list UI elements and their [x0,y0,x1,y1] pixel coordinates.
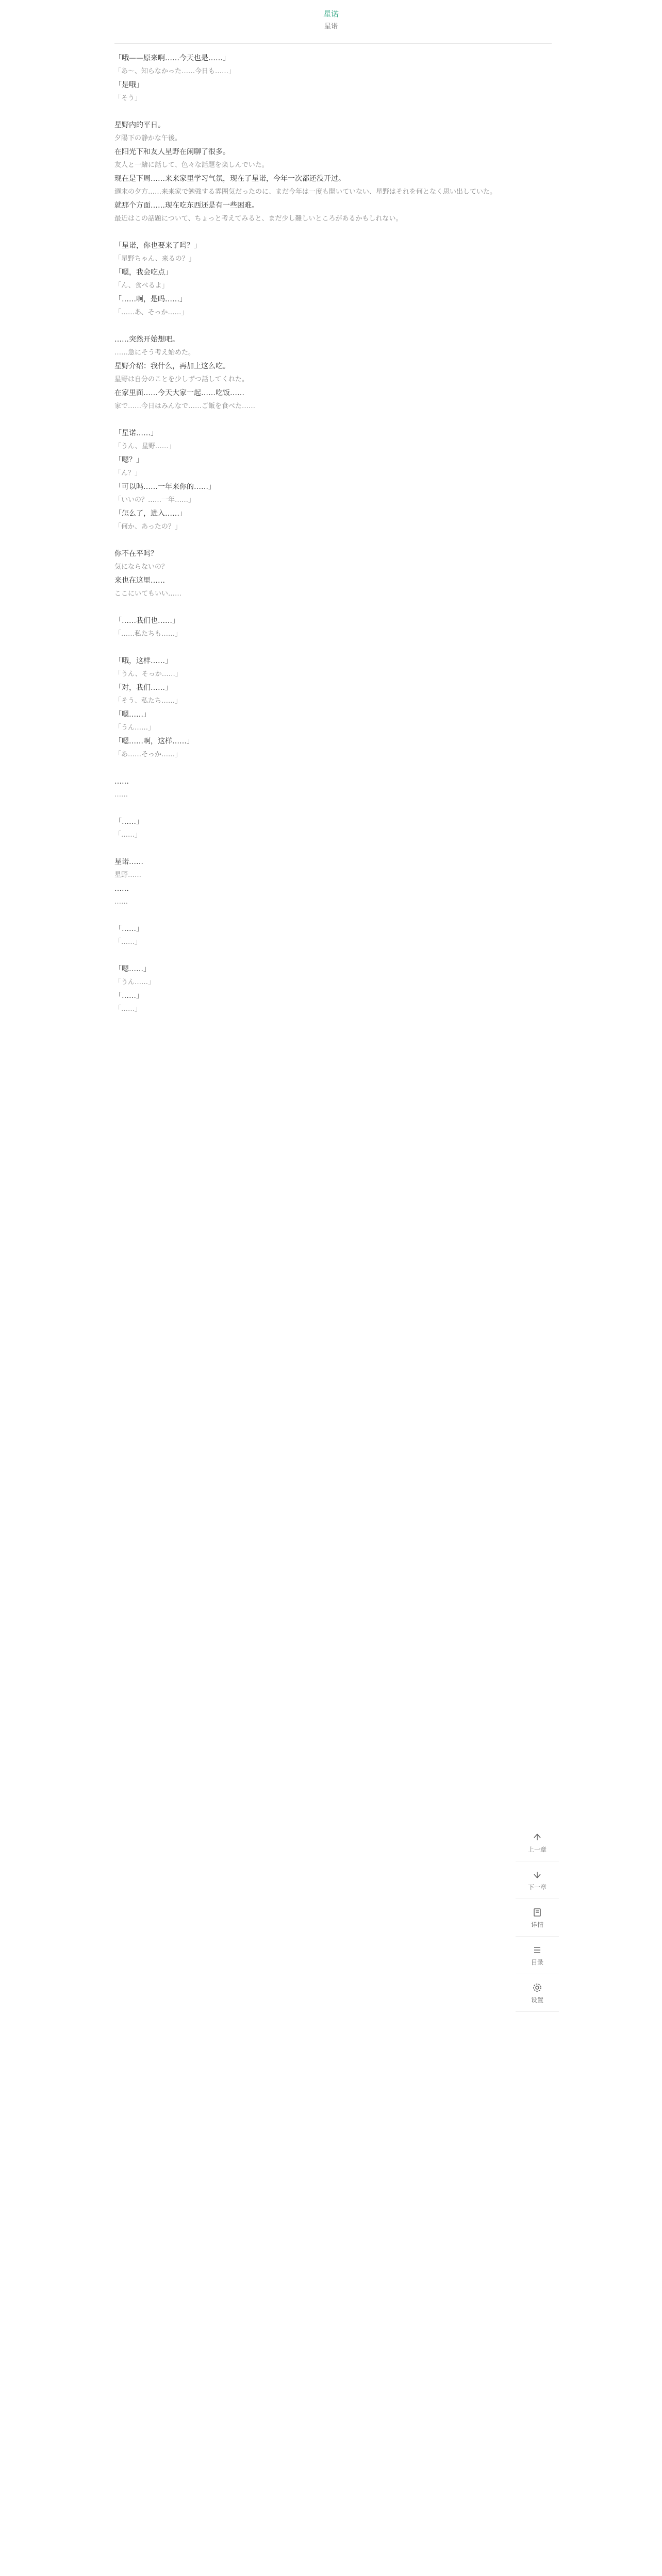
paragraph-zh: 星野内的平日。 [114,121,165,129]
paragraph-zh: 「嗯……」 [114,965,151,973]
paragraph-zh: 在家里面……今天大家一起……吃饭…… [114,389,244,397]
paragraph-ja: 「……」 [114,938,142,946]
toolbar-item-label: 设置 [531,1996,543,2004]
paragraph-zh: 「是哦」 [114,81,143,89]
paragraph-zh: ……突然开始想吧。 [114,335,179,344]
paragraph-zh: 「怎么了，进入……」 [114,510,187,518]
toolbar-item-book[interactable] [516,1899,559,1937]
paragraph-ja: 夕陽下の静かな午後。 [114,134,182,142]
paragraph-zh: 现在是下周……来来家里学习气氛，现在了星诺，今年一次都还没开过。 [114,175,345,183]
paragraph-ja: 「うん、そっか……」 [114,670,182,678]
header-divider [114,43,552,44]
paragraph-zh: 就那个方面……现在吃东西还是有一些困难。 [114,201,259,210]
toolbar-item-arrow-up[interactable] [516,1824,559,1861]
blank-line [114,761,552,775]
paragraph-zh: …… [114,777,129,786]
paragraph-ja: 「ん？」 [114,469,142,477]
paragraph-zh: 「……」 [114,925,143,933]
paragraph-zh: 星野介绍：我什么，再加上这么吃。 [114,362,230,370]
toolbar-item-label: 下一章 [527,1883,547,1891]
paragraph-ja: 「うん……」 [114,978,155,986]
blank-line [114,105,552,118]
blank-line [114,319,552,333]
chapter-header [0,0,662,43]
blank-line [114,949,552,962]
paragraph-ja: 「ん、食べるよ」 [114,282,169,290]
paragraph-ja: 「……私たちも……」 [114,630,182,638]
toolbar-item-list[interactable] [516,1937,559,1974]
paragraph-zh: …… [114,885,129,893]
paragraph-ja: 週末の夕方……来来家で勉強する雰囲気だったのに、まだ今年は一度も開いていない、星野はそれを何となく思い出していた。 [114,188,497,196]
paragraph-zh: 「哦，这样……」 [114,657,172,665]
toolbar-item-label: 详情 [531,1921,543,1928]
paragraph-zh: 「可以吗……一年来你的……」 [114,483,216,491]
paragraph-ja: ここにいてもいい…… [114,590,182,598]
toolbar-item-label: 上一章 [527,1845,547,1853]
paragraph-ja: 「そう、私たち……」 [114,697,182,705]
paragraph-ja: 「いいの？……一年……」 [114,496,195,504]
toolbar-item-label: 目录 [531,1958,543,1966]
paragraph-zh: 「星诺……」 [114,429,158,437]
arrow-up-icon [532,1832,543,1843]
blank-line [114,641,552,654]
paragraph-zh: 「对，我们……」 [114,684,172,692]
toolbar-item-arrow-down[interactable] [516,1861,559,1899]
paragraph-zh: 「……啊，是吗……」 [114,295,187,303]
chapter-subtitle: 星诺 [324,23,338,30]
paragraph-ja: 友人と一緒に話して、色々な話題を楽しんでいた。 [114,161,269,169]
paragraph-ja: 家で……今日はみんなで……ご飯を食べた…… [114,402,256,410]
gear-icon [532,1982,543,1993]
paragraph-ja: 「……あ、そっか……」 [114,309,188,316]
paragraph-zh: 「……我们也……」 [114,617,179,625]
paragraph-zh: 「……」 [114,818,143,826]
toolbar-item-gear[interactable] [516,1974,559,2012]
paragraph-zh: 在阳光下和友人星野在闲聊了很多。 [114,148,230,156]
book-icon [532,1907,543,1918]
reader-toolbar [516,1824,559,2012]
blank-line [114,413,552,427]
chapter-title: 星诺 [323,9,339,19]
blank-line [114,802,552,815]
paragraph-ja: 「……」 [114,1005,142,1013]
paragraph-zh: 「嗯……」 [114,710,151,719]
arrow-down-icon [532,1869,543,1880]
blank-line [114,601,552,614]
blank-line [114,226,552,239]
paragraph-ja: ……急にそう考え始めた。 [114,349,195,357]
paragraph-ja: 星野…… [114,871,142,879]
paragraph-ja: 「あ～、知らなかった……今日も……」 [114,67,236,75]
paragraph-zh: 「嗯？」 [114,456,143,464]
paragraph-ja: 「うん……」 [114,724,155,732]
paragraph-zh: 「嗯，我会吃点」 [114,268,172,277]
blank-line [114,842,552,855]
paragraph-ja: 「そう」 [114,94,142,102]
paragraph-ja: 星野は自分のことを少しずつ話してくれた。 [114,376,249,383]
paragraph-zh: 「……」 [114,992,143,1000]
paragraph-ja: …… [114,898,128,906]
paragraph-zh: 来也在这里…… [114,577,165,585]
paragraph-zh: 你不在平吗？ [114,550,158,558]
chapter-content [114,52,552,1016]
paragraph-zh: 「星诺，你也要来了吗？」 [114,242,201,250]
paragraph-ja: 「星野ちゃん、来るの？」 [114,255,195,263]
paragraph-zh: 「哦——原来啊……今天也是……」 [114,54,230,62]
list-icon [532,1944,543,1956]
paragraph-ja: 気にならないの？ [114,563,169,571]
paragraph-zh: 「嗯……啊，这样……」 [114,737,194,745]
blank-line [114,534,552,547]
paragraph-ja: 「うん、星野……」 [114,443,175,450]
blank-line [114,909,552,922]
paragraph-ja: 「……」 [114,831,142,839]
paragraph-ja: …… [114,791,128,799]
paragraph-ja: 最近はこの話題について、ちょっと考えてみると、まだ少し難しいところがあるかもしれない。 [114,215,403,223]
paragraph-ja: 「あ……そっか……」 [114,751,182,758]
paragraph-zh: 星诺…… [114,858,143,866]
paragraph-ja: 「何か、あったの？」 [114,523,181,531]
